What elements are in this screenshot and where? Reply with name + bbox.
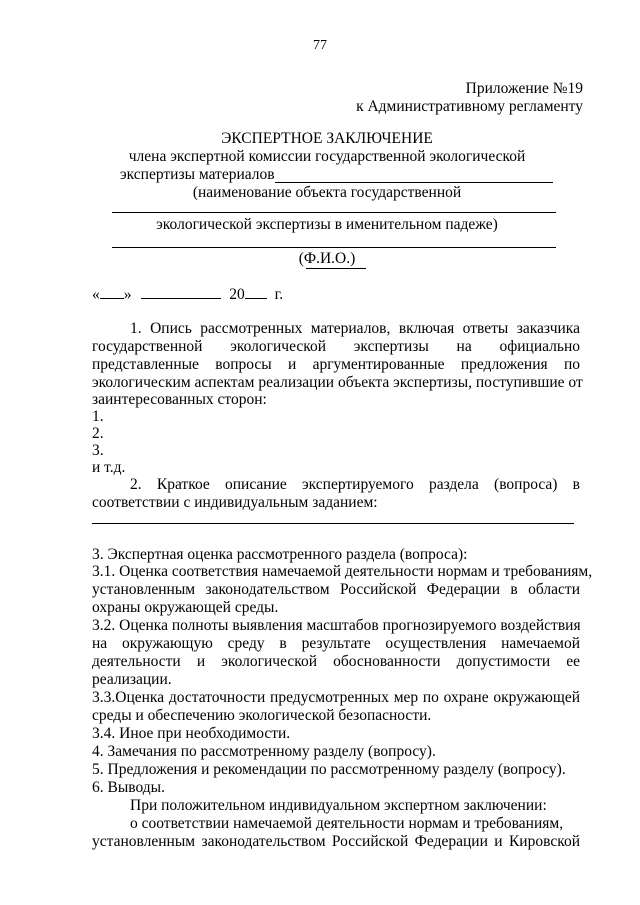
section1-line-5: заинтересованных сторон: [92, 391, 267, 408]
month-blank [141, 286, 221, 299]
appendix-line-1: Приложение №19 [465, 80, 583, 97]
section3-4: 3.4. Иное при необходимости. [92, 725, 291, 742]
page-number: 77 [313, 38, 327, 53]
day-blank [100, 286, 124, 299]
year-blank [245, 286, 267, 299]
heading-subtitle-1: члена экспертной комиссии государственной экологической [128, 148, 526, 165]
object-name-blank-line [112, 212, 556, 213]
conclusion-line-1: о соответствии намечаемой деятельности нормам и требованиям, [130, 815, 564, 832]
section1-item-1: 1. [92, 408, 104, 425]
section2-line-1: 2. Краткое описание экспертируемого раздела (вопроса) в [130, 476, 580, 493]
materials-blank-line [275, 182, 553, 183]
year-prefix: 20 [229, 286, 245, 303]
section1-line-1: 1. Опись рассмотренных материалов, включая ответы заказчика [130, 320, 580, 337]
document-heading: ЭКСПЕРТНОЕ ЗАКЛЮЧЕНИЕ [221, 130, 433, 147]
date-quote-open: « [92, 286, 100, 303]
date-line [92, 286, 283, 304]
heading-subtitle-2: экспертизы материалов [120, 166, 275, 183]
section3-3-line-1: 3.3.Оценка достаточности предусмотренных мер по охране окружающей [92, 689, 580, 706]
fio-blank-line [112, 247, 556, 248]
appendix-line-2: к Административному регламенту [356, 98, 583, 115]
section2-line-2: соответствии с индивидуальным заданием: [92, 494, 378, 511]
section3-1-line-1: 3.1. Оценка соответствия намечаемой деятельности нормам и требованиям, [92, 563, 593, 580]
year-suffix: г. [274, 286, 284, 303]
section4: 4. Замечания по рассмотренному разделу (вопросу). [92, 743, 436, 760]
section1-item-2: 2. [92, 425, 104, 442]
section1-item-etc: и т.д. [92, 459, 126, 476]
section3-2-line-2: на окружающую среду в результате осуществления намечаемой [92, 635, 580, 652]
section1-line-2: государственной экологической экспертизы на официально [92, 338, 580, 355]
section2-blank-line [92, 523, 574, 524]
section1-item-3: 3. [92, 442, 104, 459]
section1-line-4: экологическим аспектам реализации объекта экспертизы, поступившие от [92, 374, 583, 391]
section3-3-line-2: среды и обеспечению экологической безопасности. [92, 707, 432, 724]
conclusion-intro: При положительном индивидуальном экспертном заключении: [130, 797, 547, 814]
fio-underline [306, 268, 366, 269]
section3-1-line-3: охраны окружающей среды. [92, 599, 279, 616]
section1-line-3: представленные вопросы и аргументированные предложения по [92, 356, 580, 373]
section3-1-line-2: установленным законодательством Российской Федерации в области [92, 581, 580, 598]
section6: 6. Выводы. [92, 779, 165, 796]
section3-2-line-4: реализации. [92, 671, 172, 688]
object-name-hint-1: (наименование объекта государственной [192, 184, 462, 201]
section3-heading: 3. Экспертная оценка рассмотренного раздела (вопроса): [92, 546, 468, 563]
section5: 5. Предложения и рекомендации по рассмотренному разделу (вопросу). [92, 761, 566, 778]
conclusion-line-2: установленным законодательством Российской Федерации и Кировской [92, 833, 580, 850]
section3-2-line-1: 3.2. Оценка полноты выявления масштабов прогнозируемого воздействия [92, 617, 581, 634]
object-name-hint-2: экологической экспертизы в именительном падеже) [156, 216, 498, 233]
fio-hint: (Ф.И.О.) [298, 250, 356, 267]
section3-2-line-3: деятельности и экологической обоснованности допустимости ее [92, 653, 580, 670]
date-quote-close: » [123, 286, 132, 303]
